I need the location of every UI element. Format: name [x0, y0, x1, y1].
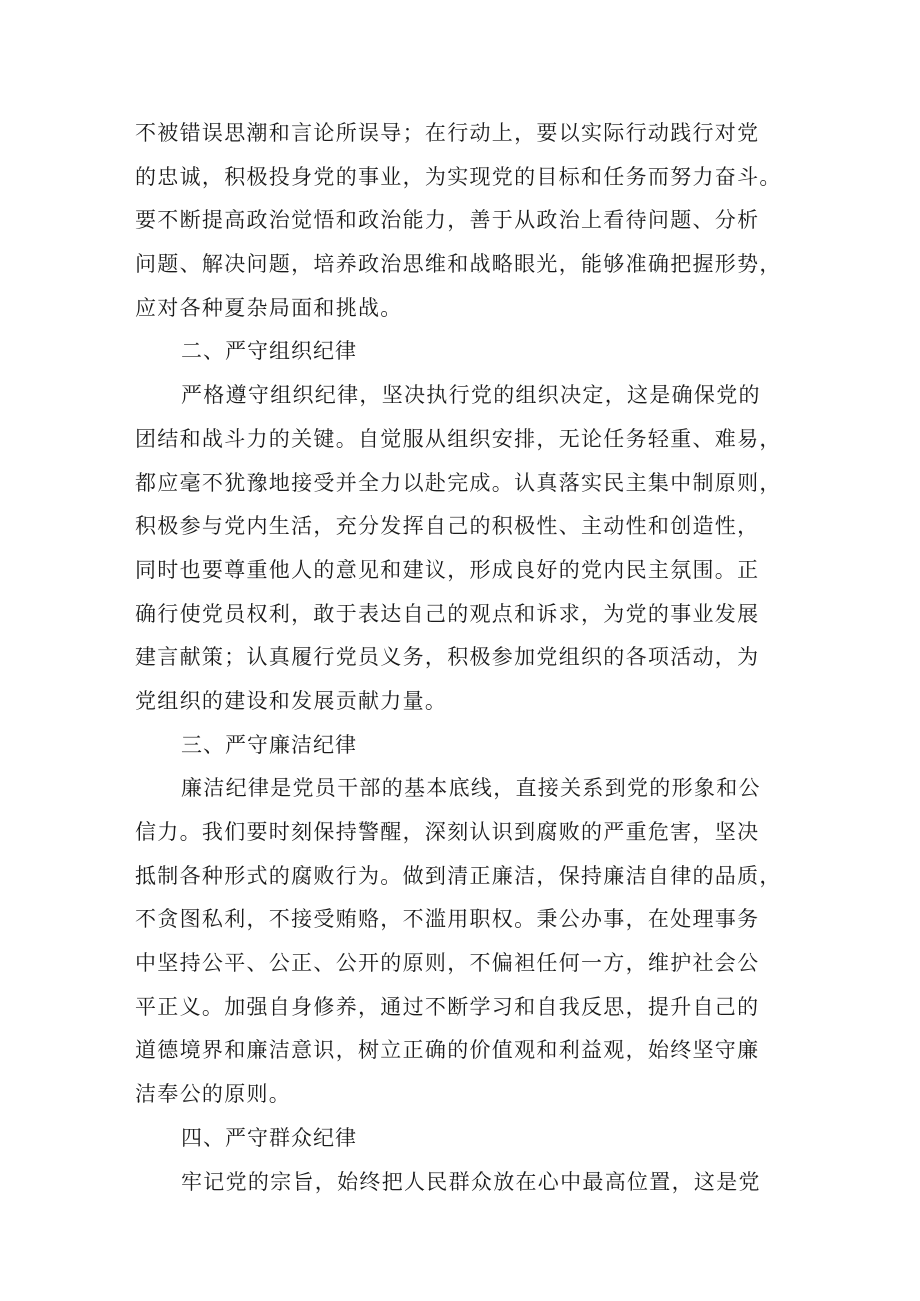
- text-line: 确行使党员权利，敢于表达自己的观点和诉求，为党的事业发展: [135, 601, 760, 626]
- paragraph-intro: [135, 112, 787, 330]
- paragraph-masses: [135, 1161, 787, 1205]
- text-line: 道德境界和廉洁意识，树立正确的价值观和利益观，始终坚守廉: [135, 1038, 760, 1063]
- text-line: 洁奉公的原则。: [135, 1082, 292, 1107]
- document-body: [135, 112, 787, 1204]
- text-line: 问题、解决问题，培养政治思维和战略眼光，能够准确把握形势，: [135, 252, 782, 277]
- text-line: 中坚持公平、公正、公开的原则，不偏袒任何一方，维护社会公: [135, 951, 760, 976]
- text-line: 信力。我们要时刻保持警醒，深刻认识到腐败的严重危害，坚决: [135, 820, 760, 844]
- text-line: 都应毫不犹豫地接受并全力以赴完成。认真落实民主集中制原则，: [135, 470, 782, 495]
- text-line: 廉洁纪律是党员干部的基本底线，直接关系到党的形象和公: [181, 776, 761, 801]
- section-heading-integrity: 三、严守廉洁纪律: [181, 732, 357, 757]
- text-line: 平正义。加强自身修养，通过不断学习和自我反思，提升自己的: [135, 994, 760, 1019]
- text-line: 团结和战斗力的关键。自觉服从组织安排，无论任务轻重、难易，: [135, 426, 782, 451]
- text-line: 要不断提高政治觉悟和政治能力，善于从政治上看待问题、分析: [135, 208, 760, 233]
- section-heading-organization: 二、严守组织纪律: [181, 339, 357, 364]
- text-line: 应对各种夏杂局面和挑战。: [135, 295, 403, 320]
- text-line: 同时也要尊重他人的意见和建议，形成良好的党内民主氛围。正: [135, 557, 760, 582]
- text-line: 牢记党的宗旨，始终把人民群众放在心中最高位置，这是党: [181, 1169, 761, 1194]
- text-line: 不贪图私利，不接受贿赂，不滥用职权。秉公办事，在处理事务: [135, 907, 760, 932]
- text-line: 建言献策；认真履行党员义务，积极参加党组织的各项活动，为: [135, 645, 760, 670]
- section-heading-masses: 四、严守群众纪律: [181, 1125, 357, 1150]
- text-line: 抵制各种形式的腐败行为。做到清正廉洁，保持廉洁自律的品质，: [135, 863, 782, 888]
- paragraph-integrity: [135, 767, 787, 1117]
- text-line: 积极参与党内生活，充分发挥自己的积极性、主动性和创造性，: [135, 514, 760, 539]
- paragraph-organization: [135, 374, 787, 724]
- text-line: 不被错误思潮和言论所误导；在行动上，要以实际行动践行对党: [135, 121, 760, 145]
- text-line: 的忠诚，积极投身党的事业，为实现党的目标和任务而努力奋斗。: [135, 164, 782, 189]
- text-line: 严格遵守组织纪律，坚决执行党的组织决定，这是确保党的: [181, 383, 761, 408]
- text-line: 党组织的建设和发展贡献力量。: [135, 688, 448, 713]
